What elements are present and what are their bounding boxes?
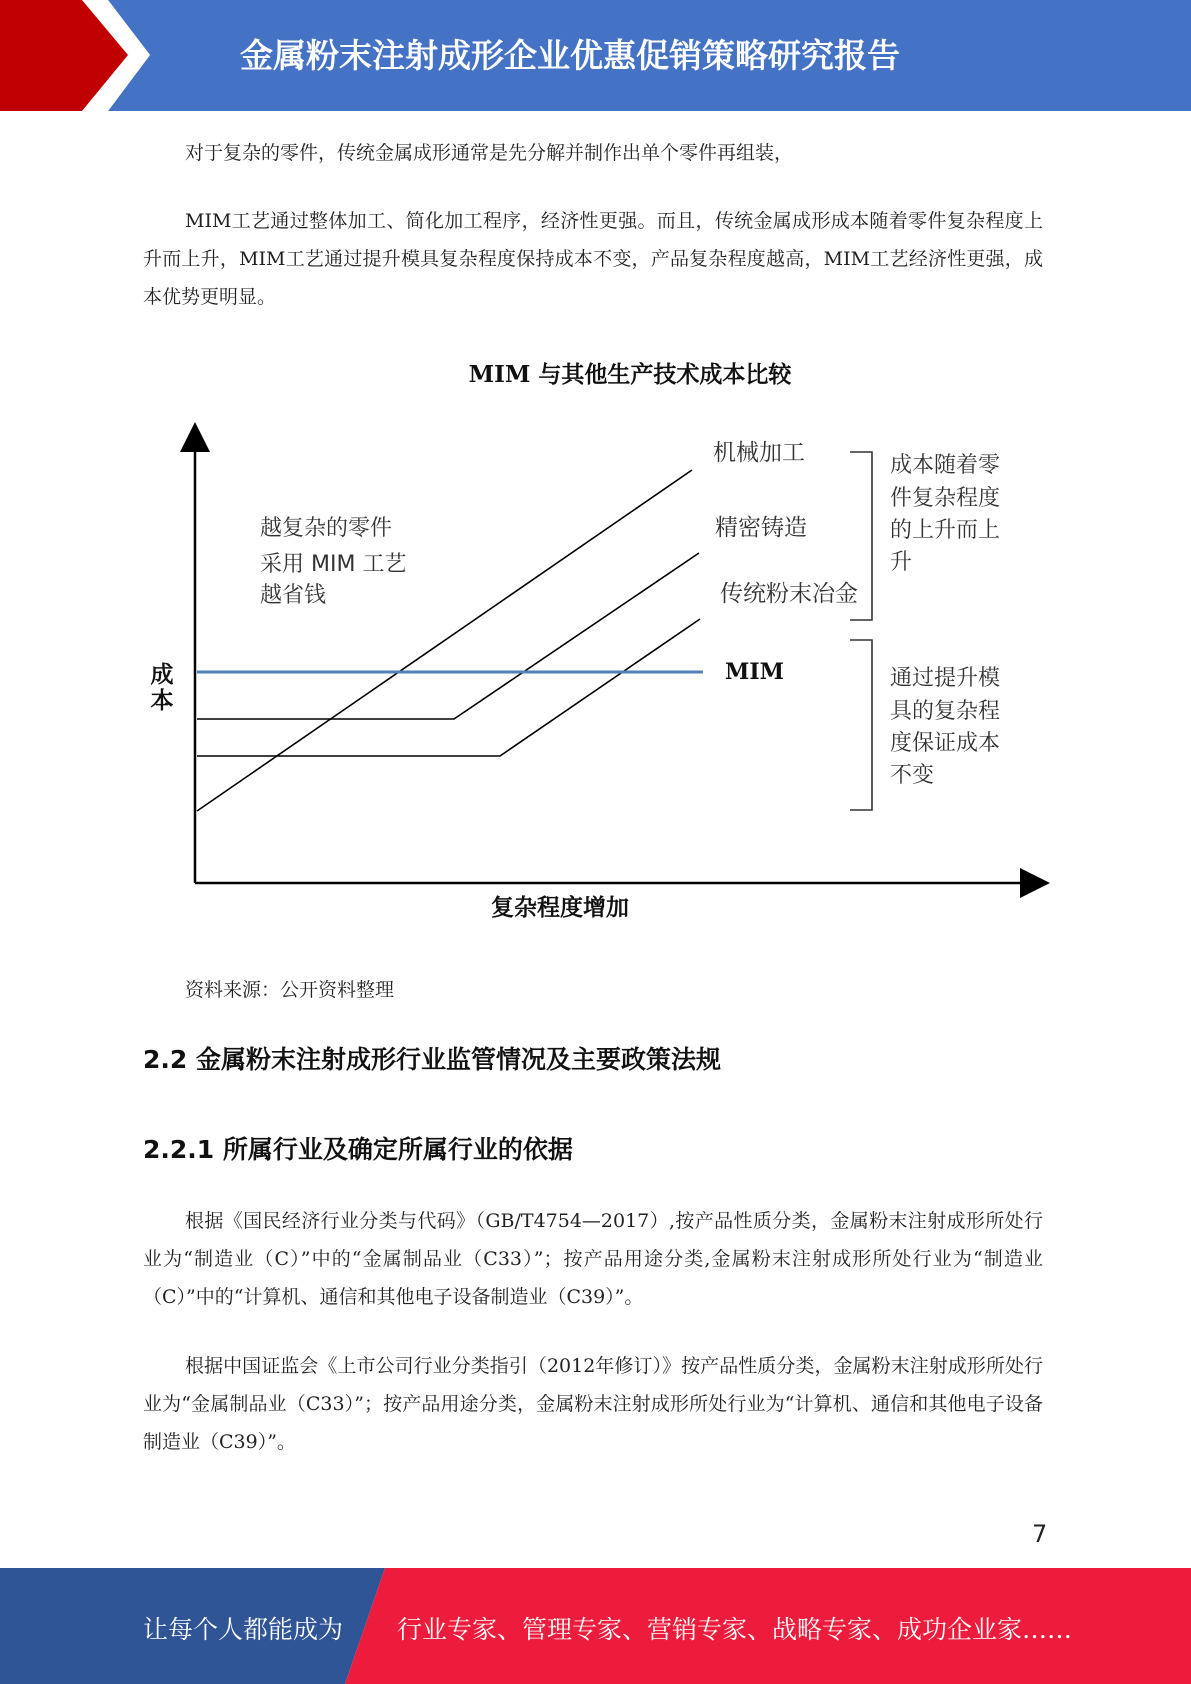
chart-title: MIM 与其他生产技术成本比较 bbox=[468, 361, 792, 388]
upper-note-line-1: 成本随着零 bbox=[890, 453, 1001, 478]
paragraph-3: 根据《国民经济行业分类与代码》（GB/T4754—2017）,按产品性质分类，金属粉末注射成形所处行业为“制造业（C）”中的“金属制品业（C33）”；按产品用途分类,金属粉末注射成形所处行业为“制造业（C）”中的“计算机、通信和其他电子设备制造业（C39）”。 bbox=[143, 1210, 1043, 1308]
report-header bbox=[0, 0, 1191, 111]
footer-slogan-left: 让每个人都能成为 bbox=[143, 1615, 344, 1644]
report-title: 金属粉末注射成形企业优惠促销策略研究报告 bbox=[240, 36, 900, 75]
y-axis-label-char-2: 本 bbox=[150, 688, 174, 714]
series-label-powder-metallurgy: 传统粉末冶金 bbox=[720, 581, 858, 607]
left-note-line-3: 越省钱 bbox=[260, 583, 327, 608]
section-heading-2-2-1: 2.2.1 所属行业及确定所属行业的依据 bbox=[143, 1135, 573, 1164]
upper-note-line-2: 件复杂程度 bbox=[890, 486, 1001, 511]
lower-note-line-3: 度保证成本 bbox=[890, 731, 1001, 756]
left-note-line-2: 采用 MIM 工艺 bbox=[260, 552, 407, 577]
series-line-powder-metallurgy bbox=[197, 619, 700, 756]
upper-note-line-3: 的上升而上 bbox=[890, 518, 1001, 543]
lower-note-line-2: 具的复杂程 bbox=[890, 699, 1001, 724]
lower-brace bbox=[850, 640, 872, 810]
lower-note-line-4: 不变 bbox=[890, 763, 935, 788]
section-heading-2-2: 2.2 金属粉末注射成形行业监管情况及主要政策法规 bbox=[143, 1045, 721, 1074]
upper-note-line-4: 升 bbox=[890, 550, 913, 575]
paragraph-1: 对于复杂的零件，传统金属成形通常是先分解并制作出单个零件再组装， bbox=[185, 142, 794, 164]
paragraph-2: MIM工艺通过整体加工、简化加工程序，经济性更强。而且，传统金属成形成本随着零件复杂程度上升而上升，MIM工艺通过提升模具复杂程度保持成本不变，产品复杂程度越高，MIM工艺经济性更强，成本优势更明显。 bbox=[143, 210, 1043, 308]
lower-note-line-1: 通过提升模 bbox=[890, 666, 1001, 691]
page-number: 7 bbox=[1032, 1520, 1048, 1548]
series-line-precision-casting bbox=[197, 553, 699, 719]
footer-slogan-right: 行业专家、管理专家、营销专家、战略专家、成功企业家…… bbox=[397, 1615, 1073, 1644]
series-label-precision-casting: 精密铸造 bbox=[715, 515, 807, 541]
source-note: 资料来源：公开资料整理 bbox=[185, 979, 395, 1001]
y-axis-label-char-1: 成 bbox=[150, 662, 174, 688]
x-axis-label: 复杂程度增加 bbox=[491, 895, 629, 921]
cost-comparison-chart bbox=[130, 350, 1060, 930]
series-label-mim: MIM bbox=[725, 659, 784, 685]
left-note-line-1: 越复杂的零件 bbox=[260, 516, 393, 541]
paragraph-4: 根据中国证监会《上市公司行业分类指引（2012年修订）》按产品性质分类，金属粉末注射成形所处行业为“金属制品业（C33）”；按产品用途分类，金属粉末注射成形所处行业为“计算机、通信和其他电子设备制造业（C39）”。 bbox=[143, 1355, 1043, 1453]
footer-banner bbox=[0, 1568, 1191, 1684]
series-label-machining: 机械加工 bbox=[713, 440, 805, 466]
